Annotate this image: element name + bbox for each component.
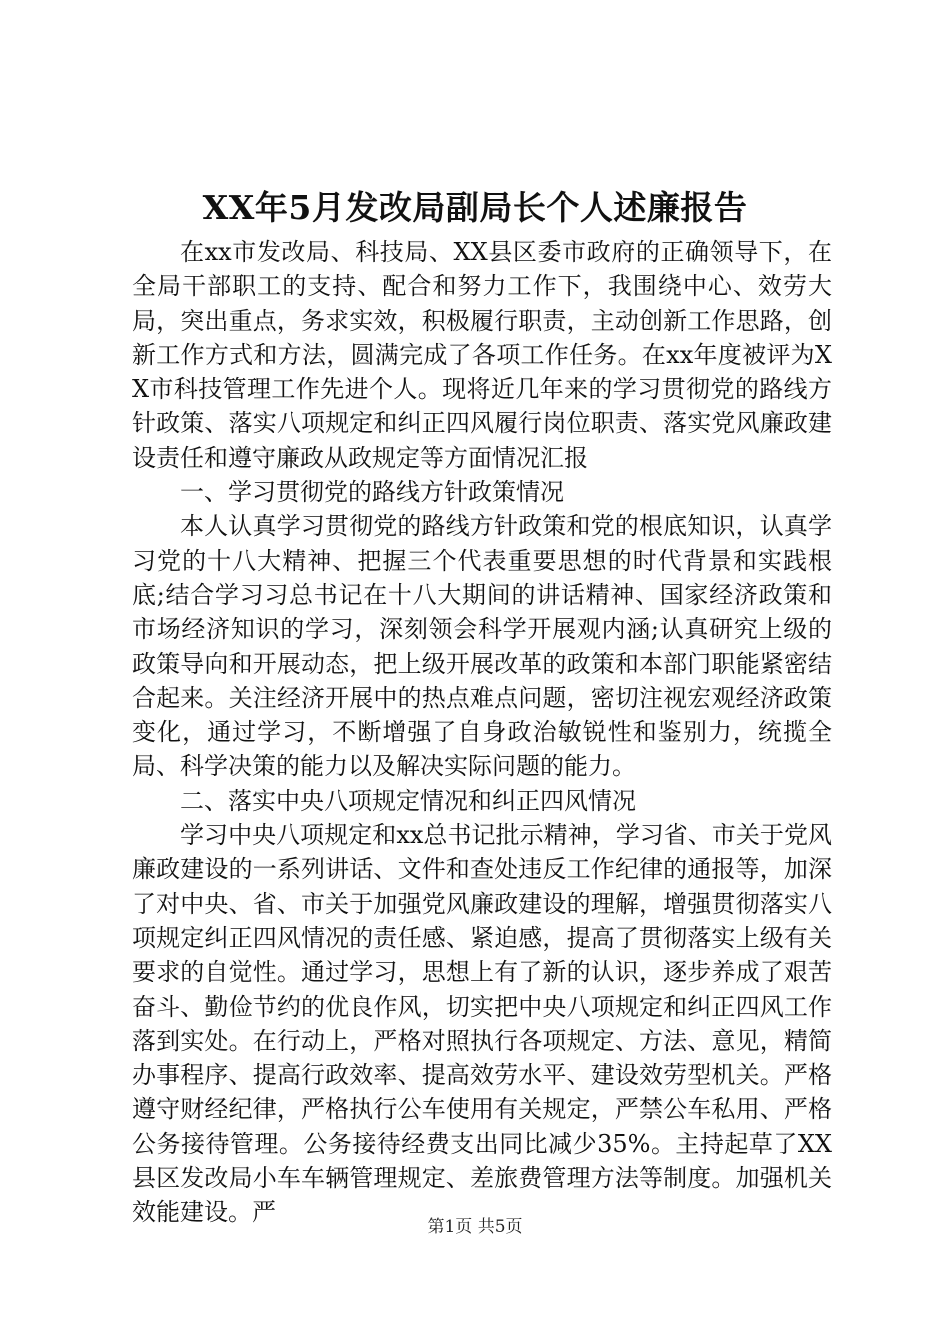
document-body	[132, 235, 832, 1230]
section-heading-2: 二、落实中央八项规定情况和纠正四风情况	[180, 786, 636, 815]
paragraph-intro: 在xx市发改局、科技局、XX县区委市政府的正确领导下，在全局干部职工的支持、配合和努力工作下，我围绕中心、效劳大局，突出重点，务求实效，积极履行职责，主动创新工作思路，创新工作方式和方法，圆满完成了各项工作任务。在xx年度被评为XX市科技管理工作先进个人。现将近几年来的学习贯彻党的路线方针政策、落实八项规定和纠正四风履行岗位职责、落实党风廉政建设责任和遵守廉政从政规定等方面情况汇报	[132, 238, 832, 472]
document-title: XX年5月发改局副局长个人述廉报告	[202, 188, 748, 227]
section-heading-1: 一、学习贯彻党的路线方针政策情况	[180, 478, 564, 507]
paragraph-section-1: 本人认真学习贯彻党的路线方针政策和党的根底知识，认真学习党的十八大精神、把握三个代表重要思想的时代背景和实践根底;结合学习习总书记在十八大期间的讲话精神、国家经济政策和市场经济知识的学习，深刻领会科学开展观内涵;认真研究上级的政策导向和开展动态，把上级开展改革的政策和本部门职能紧密结合起来。关注经济开展中的热点难点问题，密切注视宏观经济政策变化，通过学习，不断增强了自身政治敏锐性和鉴别力，统揽全局、科学决策的能力以及解决实际问题的能力。	[132, 512, 832, 781]
page-footer: 第1页 共5页	[427, 1217, 523, 1237]
paragraph-section-2: 学习中央八项规定和xx总书记批示精神，学习省、市关于党风廉政建设的一系列讲话、文件和查处违反工作纪律的通报等，加深了对中央、省、市关于加强党风廉政建设的理解，增强贯彻落实八项规定纠正四风情况的责任感、紧迫感，提高了贯彻落实上级有关要求的自觉性。通过学习，思想上有了新的认识，逐步养成了艰苦奋斗、勤俭节约的优良作风，切实把中央八项规定和纠正四风工作落到实处。在行动上，严格对照执行各项规定、方法、意见，精简办事程序、提高行政效率、提高效劳水平、建设效劳型机关。严格遵守财经纪律，严格执行公车使用有关规定，严禁公车私用、严格公务接待管理。公务接待经费支出同比减少35%。主持起草了XX县区发改局小车车辆管理规定、差旅费管理方法等制度。加强机关效能建设。严	[132, 821, 832, 1227]
